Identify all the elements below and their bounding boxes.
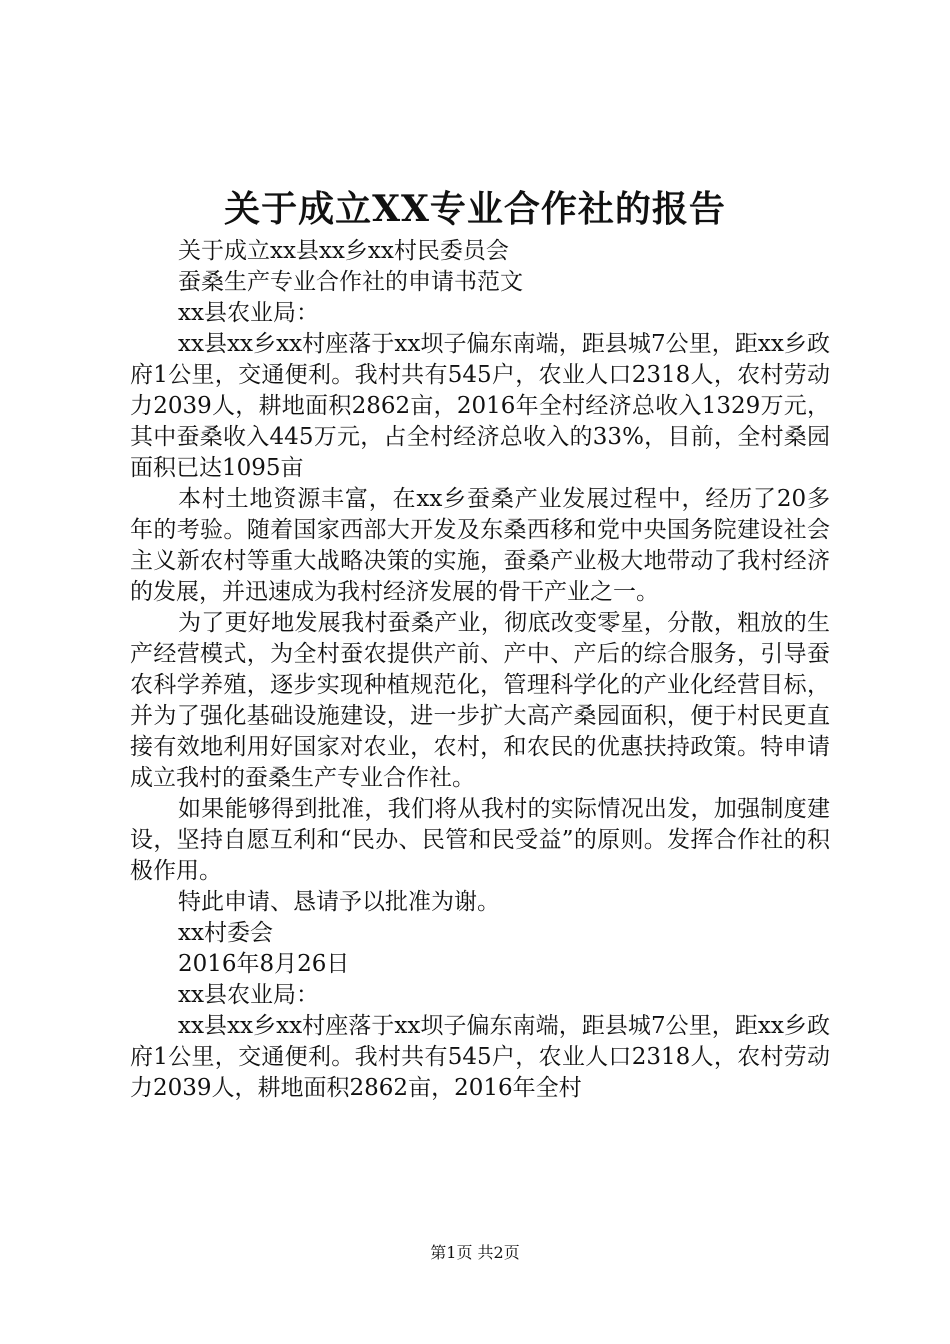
- signature-committee: xx村委会: [178, 920, 273, 946]
- paragraph-land-resources: 本村土地资源丰富，在xx乡蚕桑产业发展过程中，经历了20多年的考验。随着国家西部大开发及东桑西移和党中央国务院建设社会主义新农村等重大战略决策的实施，蚕桑产业极大地带动了我村经济的发展，并迅速成为我村经济发展的骨干产业之一。: [130, 486, 830, 605]
- paragraph-purpose: 为了更好地发展我村蚕桑产业，彻底改变零星，分散，粗放的生产经营模式，为全村蚕农提供产前、产中、产后的综合服务，引导蚕农科学养殖，逐步实现种植规范化，管理科学化的产业化经营目标，并为了强化基础设施建设，进一步扩大高产桑园面积，便于村民更直接有效地利用好国家对农业，农村，和农民的优惠扶持政策。特申请成立我村的蚕桑生产专业合作社。: [130, 610, 830, 791]
- document-body: [130, 236, 830, 1104]
- salutation: xx县农业局：: [178, 300, 319, 326]
- page-number-footer: 第1页 共2页: [430, 1243, 520, 1262]
- paragraph-village-overview: xx县xx乡xx村座落于xx坝子偏东南端，距县城7公里，距xx乡政府1公里，交通便利。我村共有545户，农业人口2318人，农村劳动力2039人，耕地面积2862亩，2016年全村经济总收入1329万元，其中蚕桑收入445万元，占全村经济总收入的33%，目前，全村桑园面积已达1095亩: [130, 331, 830, 481]
- paragraph-commitment: 如果能够得到批准，我们将从我村的实际情况出发，加强制度建设，坚持自愿互利和“民办、民管和民受益”的原则。发挥合作社的积极作用。: [130, 796, 830, 884]
- closing-request: 特此申请、恳请予以批准为谢。: [178, 889, 500, 915]
- heading-line-1: 关于成立xx县xx乡xx村民委员会: [178, 238, 509, 264]
- paragraph-village-overview-repeat: xx县xx乡xx村座落于xx坝子偏东南端，距县城7公里，距xx乡政府1公里，交通便利。我村共有545户，农业人口2318人，农村劳动力2039人，耕地面积2862亩，2016年全村: [130, 1013, 830, 1101]
- heading-line-2: 蚕桑生产专业合作社的申请书范文: [178, 269, 523, 295]
- document-title: 关于成立XX专业合作社的报告: [224, 188, 726, 230]
- signature-date: 2016年8月26日: [178, 951, 350, 977]
- salutation-repeat: xx县农业局：: [178, 982, 319, 1008]
